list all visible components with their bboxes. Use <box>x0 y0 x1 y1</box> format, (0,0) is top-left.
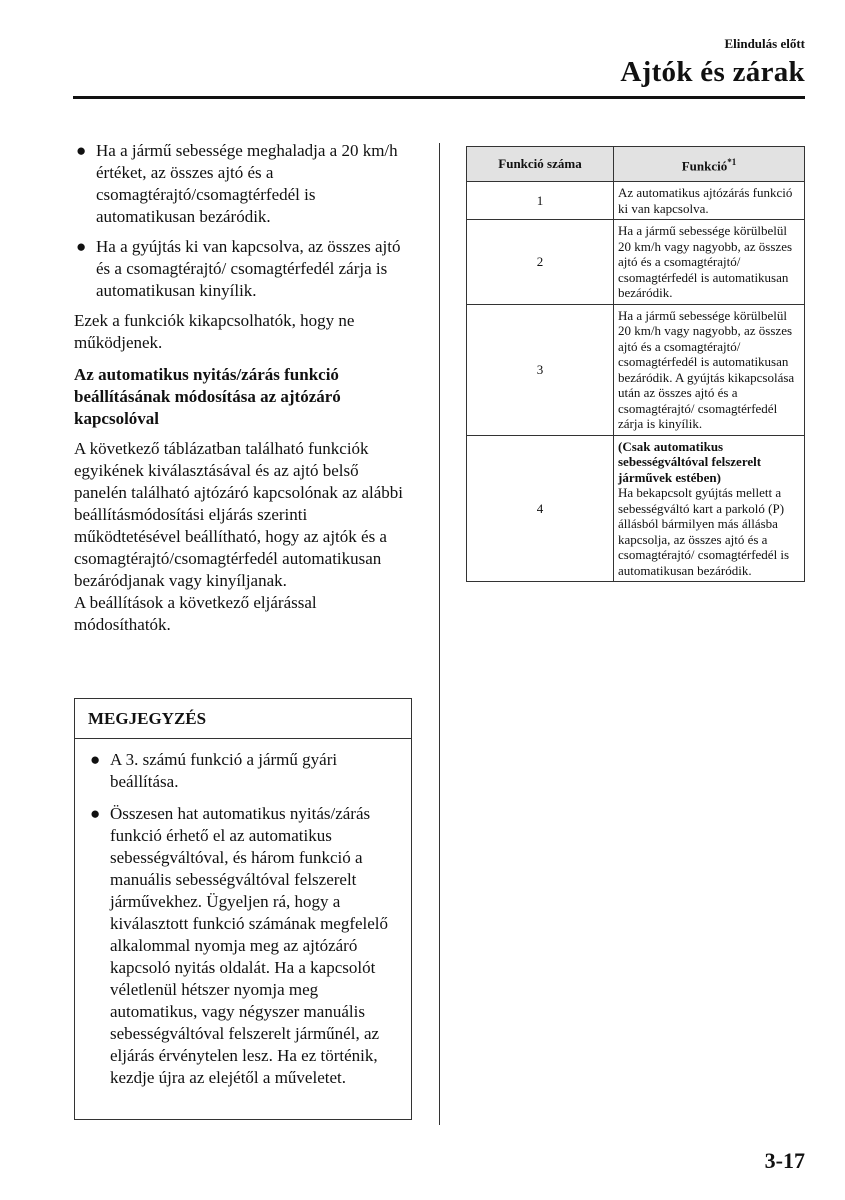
footnote-marker: *1 <box>727 156 737 167</box>
table-row <box>467 182 805 220</box>
function-description <box>614 304 805 435</box>
note-text: A 3. számú funkció a jármű gyári beállítása. <box>110 750 338 791</box>
left-column <box>74 140 414 644</box>
section-label: Elindulás előtt <box>724 36 805 51</box>
bullet-icon: ● <box>76 237 87 256</box>
function-text: Ha a jármű sebessége körülbelül 20 km/h vagy nagyobb, az összes ajtó és a csomagtérajtó/ csomagtérfedél is automatikusan bezáródik. <box>618 223 793 300</box>
function-number: 3 <box>467 304 614 435</box>
function-condition: (Csak automatikus sebességváltóval felszerelt járművek estében) <box>618 438 762 485</box>
list-item <box>88 749 398 793</box>
note-title: MEGJEGYZÉS <box>75 699 411 739</box>
note-bullet-list <box>75 739 411 1089</box>
subheading: Az automatikus nyitás/zárás funkció beállításának módosítása az ajtózáró kapcsolóval <box>74 365 341 428</box>
bullet-icon: ● <box>76 141 87 160</box>
function-number: 4 <box>467 435 614 582</box>
page-title: Ajtók és zárak <box>620 56 805 88</box>
page-number: 3-17 <box>764 1148 805 1173</box>
list-item <box>74 140 414 228</box>
paragraph-disable-info: Ezek a funkciók kikapcsolhatók, hogy ne működjenek. <box>74 311 355 352</box>
function-text: Ha bekapcsolt gyújtás mellett a sebességváltó kart a parkoló (P) állásból bármilyen más állásba kapcsolja, az összes ajtó és a csomagtérajtó/ csomagtérfedél is automatikusan bezáródik. <box>618 485 790 578</box>
paragraph-procedure-intro: A következő táblázatban található funkciók egyikének kiválasztásával és az ajtó belső panelén található ajtózáró kapcsolónak az alábbi beállításmódosítási eljárás szerinti működtetésével beállítható, hogy az ajtók és a csomagtérajtó/csomagtérfedél automatikusan bezáródjanak vagy kinyíljanak. <box>74 439 403 590</box>
function-number: 1 <box>467 182 614 220</box>
column-divider <box>439 143 440 1125</box>
function-text: Az automatikus ajtózárás funkció ki van kapcsolva. <box>618 185 793 216</box>
function-description <box>614 220 805 305</box>
column-header-function-label: Funkció <box>681 157 728 173</box>
function-text: Ha a jármű sebessége körülbelül 20 km/h vagy nagyobb, az összes ajtó és a csomagtérajtó/ csomagtérfedél is automatikusan bezáródik. A gyújtás kikapcsolása után az összes ajtó és a csomagtérajtó/ csomagtérfedél zárja is kinyílik. <box>618 307 795 431</box>
bullet-icon: ● <box>90 750 101 769</box>
function-description <box>614 435 805 582</box>
header-rule <box>73 96 805 99</box>
list-item <box>74 236 414 302</box>
bullet-text: Ha a jármű sebessége meghaladja a 20 km/h értéket, az összes ajtó és a csomagtérajtó/csomagtérfedél is automatikusan bezáródik. <box>96 141 398 226</box>
list-item <box>88 803 398 1089</box>
bullet-icon: ● <box>90 804 101 823</box>
column-header-function <box>614 147 805 182</box>
table-row <box>467 220 805 305</box>
function-table <box>466 146 805 582</box>
table-header-row <box>467 147 805 182</box>
note-text: Összesen hat automatikus nyitás/zárás funkció érhető el az automatikus sebességváltóval, és három funkció a manuális sebességváltóval felszerelt járművekhez. Ügyeljen rá, hogy a kiválasztott funkció számának megfelelő alkalommal nyomja meg az ajtózáró kapcsoló nyitás oldalát. Ha a kapcsolót véletlenül hétszer nyomja meg automatikus, vagy négyszer manuális sebességváltóval felszerelt járműnél, az eljárás érvénytelen lesz. Ha ez történik, kezdje újra az elejétől a műveletet. <box>110 804 389 1087</box>
table-row <box>467 304 805 435</box>
bullet-text: Ha a gyújtás ki van kapcsolva, az összes ajtó és a csomagtérajtó/ csomagtérfedél zárja is automatikusan kinyílik. <box>96 237 401 300</box>
column-header-number: Funkció száma <box>467 147 614 182</box>
table-row <box>467 435 805 582</box>
function-description <box>614 182 805 220</box>
function-number: 2 <box>467 220 614 305</box>
paragraph-procedure-note: A beállítások a következő eljárással módosíthatók. <box>74 593 317 634</box>
note-box <box>74 698 412 1120</box>
feature-bullet-list <box>74 140 414 302</box>
